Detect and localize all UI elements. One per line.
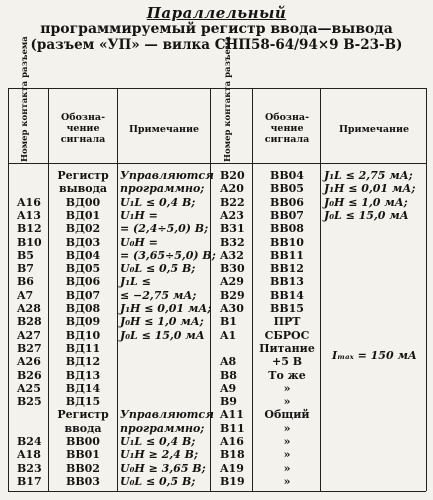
table-cell-pin: A1 xyxy=(220,328,237,342)
table-cell-signal: ВД00 xyxy=(65,195,101,209)
table-cell-signal: » xyxy=(283,395,291,409)
table-cell-note: U₁L ≤ 0,4 В; xyxy=(120,195,196,209)
table-cell-pin: B18 xyxy=(220,448,245,462)
table-cell-pin: A32 xyxy=(220,248,244,262)
table-cell-note: ≤ −2,75 мА; xyxy=(120,288,197,302)
table-cell-pin: A19 xyxy=(220,461,244,475)
header-note-right: Примечание xyxy=(338,124,410,135)
table-cell-signal: ВВ08 xyxy=(270,222,304,236)
table-cell-signal: ВД14 xyxy=(65,381,101,395)
table-cell-pin: B24 xyxy=(17,435,42,448)
table-cell-signal: ВД03 xyxy=(65,235,101,249)
table-cell-pin: B27 xyxy=(17,341,42,355)
column-divider xyxy=(48,88,49,491)
table-cell-pin: B29 xyxy=(220,288,245,302)
table-cell-note: J₁L ≤ xyxy=(120,275,151,289)
header-signal-right: Обозна-чение сигнала xyxy=(264,112,310,145)
table-cell-pin: B8 xyxy=(220,368,237,382)
table-cell-signal: » xyxy=(283,474,291,488)
table-cell-pin: A9 xyxy=(220,381,237,395)
table-cell-note: U₀L ≤ 0,5 В; xyxy=(120,474,196,488)
table-cell-pin: B19 xyxy=(220,474,245,488)
table-cell-pin: A11 xyxy=(220,408,244,422)
table-cell-note: U₀L ≤ 0,5 В; xyxy=(120,262,196,276)
table-cell-note: J₀L ≤ 15,0 мА xyxy=(120,328,205,342)
table-cell-signal: ВД11 xyxy=(65,341,101,355)
max-current-note: Iₘₐₓ = 150 мА xyxy=(332,349,417,362)
table-cell-pin: B30 xyxy=(220,262,245,276)
table-cell-signal: ВД10 xyxy=(65,328,101,342)
table-cell-pin: B1 xyxy=(220,315,237,329)
table-cell-pin: A8 xyxy=(220,355,237,369)
table-cell-signal: ВВ06 xyxy=(270,195,304,209)
table-cell-pin: A13 xyxy=(17,208,41,222)
table-cell-pin: A20 xyxy=(220,182,244,196)
table-cell-pin: A30 xyxy=(220,302,244,315)
table-cell-signal: вывода xyxy=(58,182,108,196)
table-border-right xyxy=(426,88,427,491)
table-cell-pin: A16 xyxy=(17,195,41,209)
table-cell-note: J₀H ≤ 1,0 мА; xyxy=(324,195,408,209)
table-cell-signal: ВД13 xyxy=(65,368,101,382)
table-cell-note: J₁L ≤ 2,75 мА; xyxy=(324,169,413,182)
table-cell-pin: B22 xyxy=(220,195,245,209)
table-cell-note: Управляются xyxy=(120,408,214,422)
table-cell-note: U₁H ≥ 2,4 В; xyxy=(120,448,199,462)
table-cell-pin: B7 xyxy=(17,262,34,276)
table-cell-pin: A18 xyxy=(17,448,41,462)
column-divider xyxy=(210,88,211,491)
table-cell-pin: B32 xyxy=(220,235,245,249)
table-cell-signal: » xyxy=(283,435,291,448)
table-top-rule xyxy=(8,88,426,89)
table-border-left xyxy=(8,88,9,491)
table-cell-note xyxy=(324,474,424,489)
table-cell-signal: ВД04 xyxy=(65,248,101,262)
table-cell-note: = (2,4÷5,0) В; xyxy=(120,222,209,236)
table-cell-note: программно; xyxy=(120,421,205,435)
table-cell-signal: То же xyxy=(268,368,306,382)
table-cell-signal: ВВ05 xyxy=(270,182,304,196)
table-cell-signal: ВД09 xyxy=(65,315,101,329)
table-cell-signal: Регистр xyxy=(57,169,109,182)
header-signal-left: Обозна-чение сигнала xyxy=(60,112,106,145)
table-cell-pin: B5 xyxy=(17,248,34,262)
table-cell-note: U₁H = xyxy=(120,208,158,222)
table-cell-note: U₁L ≤ 0,4 В; xyxy=(120,435,196,448)
table-cell-signal: » xyxy=(283,421,291,435)
title-line-1: Параллельный xyxy=(146,4,287,22)
table-cell-signal: ввода xyxy=(64,421,102,435)
column-divider xyxy=(320,88,321,491)
table-cell-signal: ВВ12 xyxy=(270,262,304,276)
table-cell-signal: Общий xyxy=(264,408,310,422)
column-divider xyxy=(117,88,118,491)
table-cell-signal: ВВ02 xyxy=(66,461,100,475)
table-cell-signal: ВД12 xyxy=(65,355,101,369)
table-cell-pin: B25 xyxy=(17,395,42,409)
table-cell-signal: ВД06 xyxy=(65,275,101,289)
table-cell-signal: ВВ10 xyxy=(270,235,304,249)
table-cell-signal: » xyxy=(283,381,291,395)
table-cell-signal: » xyxy=(283,448,291,462)
table-cell-pin: A27 xyxy=(17,328,41,342)
table-cell-signal: ВВ15 xyxy=(270,302,304,315)
table-cell-signal: ВВ11 xyxy=(270,248,304,262)
table-cell-signal: ВВ13 xyxy=(270,275,304,289)
table-cell-pin: A23 xyxy=(220,208,244,222)
table-cell-signal: ВВ01 xyxy=(66,448,100,462)
table-cell-pin: B11 xyxy=(220,421,245,435)
table-cell-signal: ВВ07 xyxy=(270,208,304,222)
table-cell-note: J₀H ≤ 1,0 мА; xyxy=(120,315,204,329)
table-cell-note: = (3,65÷5,0) В; xyxy=(120,248,216,262)
table-cell-note: J₁H ≤ 0,01 мА; xyxy=(120,302,212,315)
table-cell-note: J₁H ≤ 0,01 мА; xyxy=(324,182,416,196)
table-cell-signal: ВД07 xyxy=(65,288,101,302)
table-cell-signal: ВД02 xyxy=(65,222,101,236)
table-cell-pin: B17 xyxy=(17,474,42,488)
table-cell-signal: ПРТ xyxy=(273,315,301,329)
table-cell-pin: B26 xyxy=(17,368,42,382)
table-cell-note: U₀H ≥ 3,65 В; xyxy=(120,461,206,475)
table-cell-note: Управляются xyxy=(120,169,214,182)
table-cell-signal: ВД01 xyxy=(65,208,101,222)
column-divider xyxy=(252,88,253,491)
table-cell-signal: ВВ03 xyxy=(66,474,100,488)
table-cell-signal: ВВ00 xyxy=(66,435,100,448)
table-cell-pin: A28 xyxy=(17,302,41,315)
table-bottom-rule xyxy=(8,491,426,492)
table-cell-signal: СБРОС xyxy=(264,328,310,342)
table-cell-pin: B6 xyxy=(17,275,34,289)
title-line-3: (разъем «УП» — вилка СНП58-64/94×9 В-23-В) xyxy=(30,37,403,53)
table-cell-pin: B20 xyxy=(220,169,245,182)
table-cell-signal: » xyxy=(283,461,291,475)
table-cell-note: U₀H = xyxy=(120,235,158,249)
table-cell-signal: +5 В xyxy=(272,355,302,369)
table-cell-pin: B31 xyxy=(220,222,245,236)
table-cell-signal: ВД15 xyxy=(65,395,101,409)
table-cell-pin: B23 xyxy=(17,461,42,475)
table-cell-signal: ВВ04 xyxy=(270,169,304,182)
header-pin-right: Номер контакта разъема xyxy=(223,36,233,162)
table-header-rule xyxy=(8,163,426,164)
table-cell-pin: A26 xyxy=(17,355,41,369)
table-cell-pin: B9 xyxy=(220,395,237,409)
table-cell-signal: Питание xyxy=(259,341,315,355)
table-cell-signal: Регистр xyxy=(57,408,109,422)
table-cell-pin: A25 xyxy=(17,381,41,395)
title-line-2: программируемый регистр ввода—вывода xyxy=(40,21,393,37)
table-cell-pin: A16 xyxy=(220,435,244,448)
table-cell-pin: B28 xyxy=(17,315,42,329)
table-cell-signal: ВВ14 xyxy=(270,288,304,302)
table-cell-signal: ВД05 xyxy=(65,262,101,276)
table-cell-pin: A29 xyxy=(220,275,244,289)
table-cell-note: программно; xyxy=(120,182,205,196)
header-note-left: Примечание xyxy=(128,124,200,135)
header-pin-left: Номер контакта разъема xyxy=(20,36,30,162)
table-cell-pin: A7 xyxy=(17,288,34,302)
table-cell-pin: B10 xyxy=(17,235,42,249)
table-cell-note: J₀L ≤ 15,0 мА xyxy=(324,208,409,222)
table-cell-pin: B12 xyxy=(17,222,42,236)
table-cell-signal: ВД08 xyxy=(65,302,101,315)
